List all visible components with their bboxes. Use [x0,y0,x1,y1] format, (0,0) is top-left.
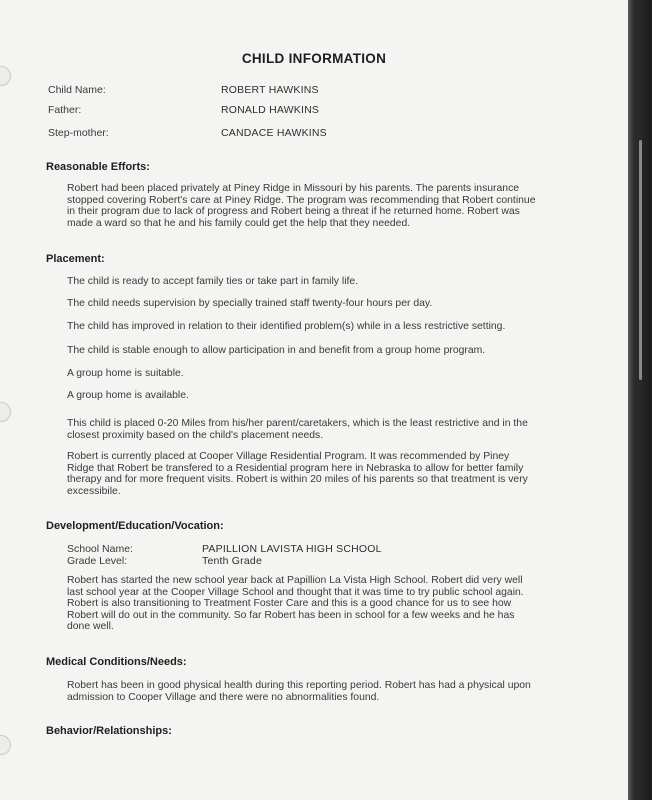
father-label: Father: [48,104,82,116]
scrollbar-thumb[interactable] [639,140,642,380]
school-name-value: PAPILLION LAVISTA HIGH SCHOOL [202,543,382,555]
reasonable-efforts-heading: Reasonable Efforts: [46,161,150,173]
grade-level-label: Grade Level: [67,555,128,567]
grade-level-value: Tenth Grade [202,555,262,567]
medical-text: Robert has been in good physical health during this reporting period. Robert has had a physical upon admission to Cooper Village and there were no abnormalities found. [67,680,531,703]
placement-item: The child is stable enough to allow participation in and benefit from a group home program. [67,345,486,356]
placement-item: The child is ready to accept family ties or take part in family life. [67,276,359,287]
placement-heading: Placement: [46,253,105,265]
child-name-label: Child Name: [48,84,106,96]
reasonable-efforts-text: Robert had been placed privately at Piney Ridge in Missouri by his parents. The parents insurance stopped covering Robert's care at Piney Ridge. The program was recommending that Robert continue in their program due to lack of progress and Robert being a threat if he returned home. Robert was made a ward so that he and his family could get the help that they needed. [67,183,536,229]
step-mother-label: Step-mother: [48,127,109,139]
child-name-value: ROBERT HAWKINS [221,84,319,96]
punch-hole [0,735,11,755]
page-title: CHILD INFORMATION [241,51,387,66]
step-mother-value: CANDACE HAWKINS [221,127,327,139]
school-name-label: School Name: [67,543,133,555]
placement-distance-text: This child is placed 0-20 Miles from his/her parent/caretakers, which is the least restrictive and in the closest proximity based on the child's placement needs. [67,418,528,441]
punch-hole [0,402,11,422]
medical-heading: Medical Conditions/Needs: [46,656,187,668]
development-heading: Development/Education/Vocation: [46,520,224,532]
viewer-edge [628,0,652,800]
placement-current-text: Robert is currently placed at Cooper Village Residential Program. It was recommended by Piney Ridge that Robert be transfered to a Residential program here in Nebraska to allow for better family therapy and for more frequent visits. Robert is within 20 miles of his parents so that treatment is very excessibile. [67,451,528,497]
placement-item: A group home is available. [67,390,189,401]
development-text: Robert has started the new school year back at Papillion La Vista High School. Robert did very well last school year at the Cooper Village School and thought that it was time to try public school again. Robert is also transitioning to Treatment Foster Care and this is a good chance for us to see how Robert will do out in the community. So far Robert has been in school for a few weeks and he has done well. [67,575,524,633]
placement-item: The child needs supervision by specially trained staff twenty-four hours per day. [67,298,433,309]
punch-hole [0,66,11,86]
placement-item: The child has improved in relation to their identified problem(s) while in a less restrictive setting. [67,321,506,332]
behavior-heading: Behavior/Relationships: [46,725,172,737]
father-value: RONALD HAWKINS [221,104,320,116]
placement-item: A group home is suitable. [67,368,184,379]
